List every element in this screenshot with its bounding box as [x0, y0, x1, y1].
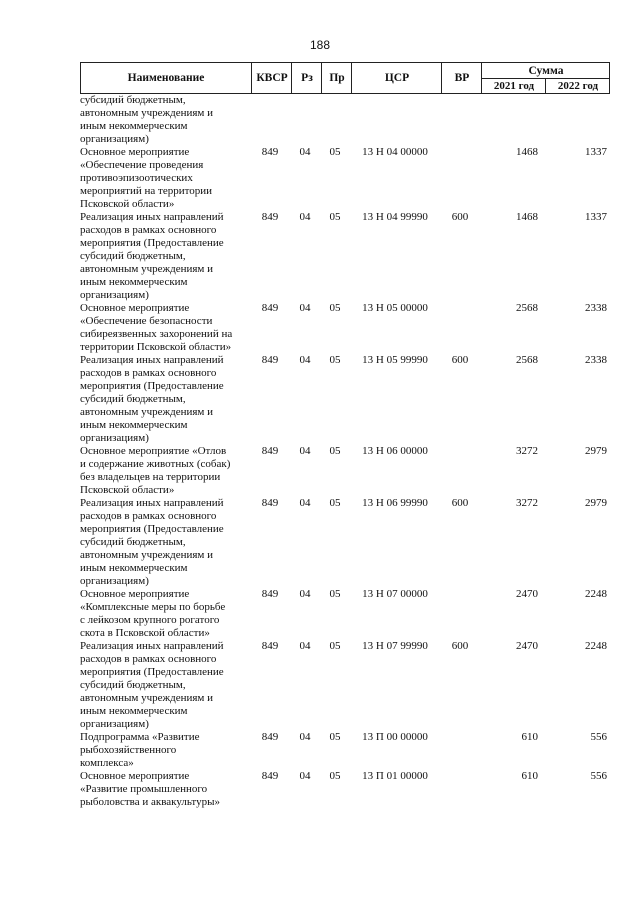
row-pr: 05	[329, 497, 341, 509]
page-number: 188	[309, 38, 331, 52]
row-pr: 05	[329, 445, 341, 457]
row-y2022: 2979	[585, 445, 607, 457]
row-y2022: 556	[590, 731, 607, 743]
row-y2021: 3272	[516, 497, 538, 509]
row-y2022: 1337	[585, 146, 607, 158]
table-header	[80, 62, 610, 94]
row-kvsr: 849	[261, 731, 279, 743]
row-csr: 13 Н 06 00000	[362, 445, 428, 457]
row-name: Подпрограмма «Развитие рыбохозяйственного комплекса»	[80, 731, 200, 769]
row-csr: 13 Н 07 99990	[362, 640, 428, 652]
row-pr: 05	[329, 770, 341, 782]
header-rz: Рз	[291, 63, 322, 93]
row-name: Основное мероприятие «Обеспечение проведения противоэпизоотических мероприятий на территории Псковской области»	[80, 146, 213, 210]
row-pr: 05	[329, 354, 341, 366]
row-vr: 600	[451, 211, 469, 223]
row-csr: 13 Н 07 00000	[362, 588, 428, 600]
row-csr: 13 Н 06 99990	[362, 497, 428, 509]
table-row	[80, 640, 610, 731]
row-csr: 13 П 00 00000	[362, 731, 428, 743]
row-csr: 13 Н 05 00000	[362, 302, 428, 314]
header-2021: 2021 год	[481, 78, 546, 93]
row-rz: 04	[299, 445, 311, 457]
header-pr: Пр	[321, 63, 352, 93]
row-y2022: 2338	[585, 354, 607, 366]
table-row	[80, 445, 610, 497]
row-y2022: 2248	[585, 640, 607, 652]
row-y2022: 2979	[585, 497, 607, 509]
row-y2021: 2470	[516, 588, 538, 600]
header-vr: ВР	[441, 63, 482, 93]
header-csr: ЦСР	[351, 63, 442, 93]
row-rz: 04	[299, 497, 311, 509]
row-rz: 04	[299, 640, 311, 652]
row-rz: 04	[299, 770, 311, 782]
row-name: Реализация иных направлений расходов в рамках основного мероприятия (Предоставление субсидий бюджетным, автономным учреждениям и иным некоммерческим организациям)	[80, 497, 224, 587]
row-y2021: 3272	[516, 445, 538, 457]
row-y2022: 1337	[585, 211, 607, 223]
row-y2021: 1468	[516, 146, 538, 158]
row-csr: 13 Н 04 00000	[362, 146, 428, 158]
table-row	[80, 588, 610, 640]
row-csr: 13 Н 04 99990	[362, 211, 428, 223]
row-y2022: 2338	[585, 302, 607, 314]
row-vr: 600	[451, 497, 469, 509]
row-y2022: 2248	[585, 588, 607, 600]
row-kvsr: 849	[261, 354, 279, 366]
row-name: Реализация иных направлений расходов в рамках основного мероприятия (Предоставление субсидий бюджетным, автономным учреждениям и иным некоммерческим организациям)	[80, 211, 224, 301]
table-body	[80, 94, 610, 809]
row-y2021: 2470	[516, 640, 538, 652]
budget-table	[80, 62, 610, 809]
row-rz: 04	[299, 302, 311, 314]
row-rz: 04	[299, 731, 311, 743]
row-kvsr: 849	[261, 445, 279, 457]
table-row	[80, 94, 610, 146]
row-y2021: 610	[521, 731, 538, 743]
table-row	[80, 211, 610, 302]
table-row	[80, 770, 610, 809]
row-pr: 05	[329, 211, 341, 223]
row-kvsr: 849	[261, 640, 279, 652]
row-y2021: 1468	[516, 211, 538, 223]
row-vr: 600	[451, 640, 469, 652]
row-y2021: 2568	[516, 302, 538, 314]
row-pr: 05	[329, 146, 341, 158]
row-y2021: 2568	[516, 354, 538, 366]
row-y2021: 610	[521, 770, 538, 782]
row-name: Реализация иных направлений расходов в рамках основного мероприятия (Предоставление субсидий бюджетным, автономным учреждениям и иным некоммерческим организациям)	[80, 354, 224, 444]
row-name: Основное мероприятие «Обеспечение безопасности сибиреязвенных захоронений на территории Псковской области»	[80, 302, 233, 353]
header-name: Наименование	[127, 72, 205, 84]
row-pr: 05	[329, 640, 341, 652]
row-kvsr: 849	[261, 146, 279, 158]
row-csr: 13 Н 05 99990	[362, 354, 428, 366]
row-kvsr: 849	[261, 302, 279, 314]
row-csr: 13 П 01 00000	[362, 770, 428, 782]
row-rz: 04	[299, 146, 311, 158]
header-2022: 2022 год	[545, 78, 610, 93]
row-rz: 04	[299, 588, 311, 600]
row-name: Основное мероприятие «Комплексные меры по борьбе с лейкозом крупного рогатого скота в Псковской области»	[80, 588, 226, 639]
row-pr: 05	[329, 588, 341, 600]
table-row	[80, 354, 610, 445]
table-row	[80, 302, 610, 354]
row-pr: 05	[329, 731, 341, 743]
row-vr: 600	[451, 354, 469, 366]
table-row	[80, 731, 610, 770]
row-kvsr: 849	[261, 211, 279, 223]
table-row	[80, 146, 610, 211]
row-kvsr: 849	[261, 770, 279, 782]
table-row	[80, 497, 610, 588]
row-name: Реализация иных направлений расходов в рамках основного мероприятия (Предоставление субсидий бюджетным, автономным учреждениям и иным некоммерческим организациям)	[80, 640, 224, 730]
header-kvsr: КВСР	[251, 63, 292, 93]
row-kvsr: 849	[261, 497, 279, 509]
row-rz: 04	[299, 354, 311, 366]
row-name: Основное мероприятие «Развитие промышленного рыболовства и аквакультуры»	[80, 770, 220, 808]
row-pr: 05	[329, 302, 341, 314]
header-sum: Сумма	[481, 63, 610, 79]
row-name: субсидий бюджетным, автономным учреждениям и иным некоммерческим организациям)	[80, 94, 214, 145]
row-rz: 04	[299, 211, 311, 223]
row-y2022: 556	[590, 770, 607, 782]
row-name: Основное мероприятие «Отлов и содержание животных (собак) без владельцев на территории Псковской области»	[80, 445, 231, 496]
row-kvsr: 849	[261, 588, 279, 600]
